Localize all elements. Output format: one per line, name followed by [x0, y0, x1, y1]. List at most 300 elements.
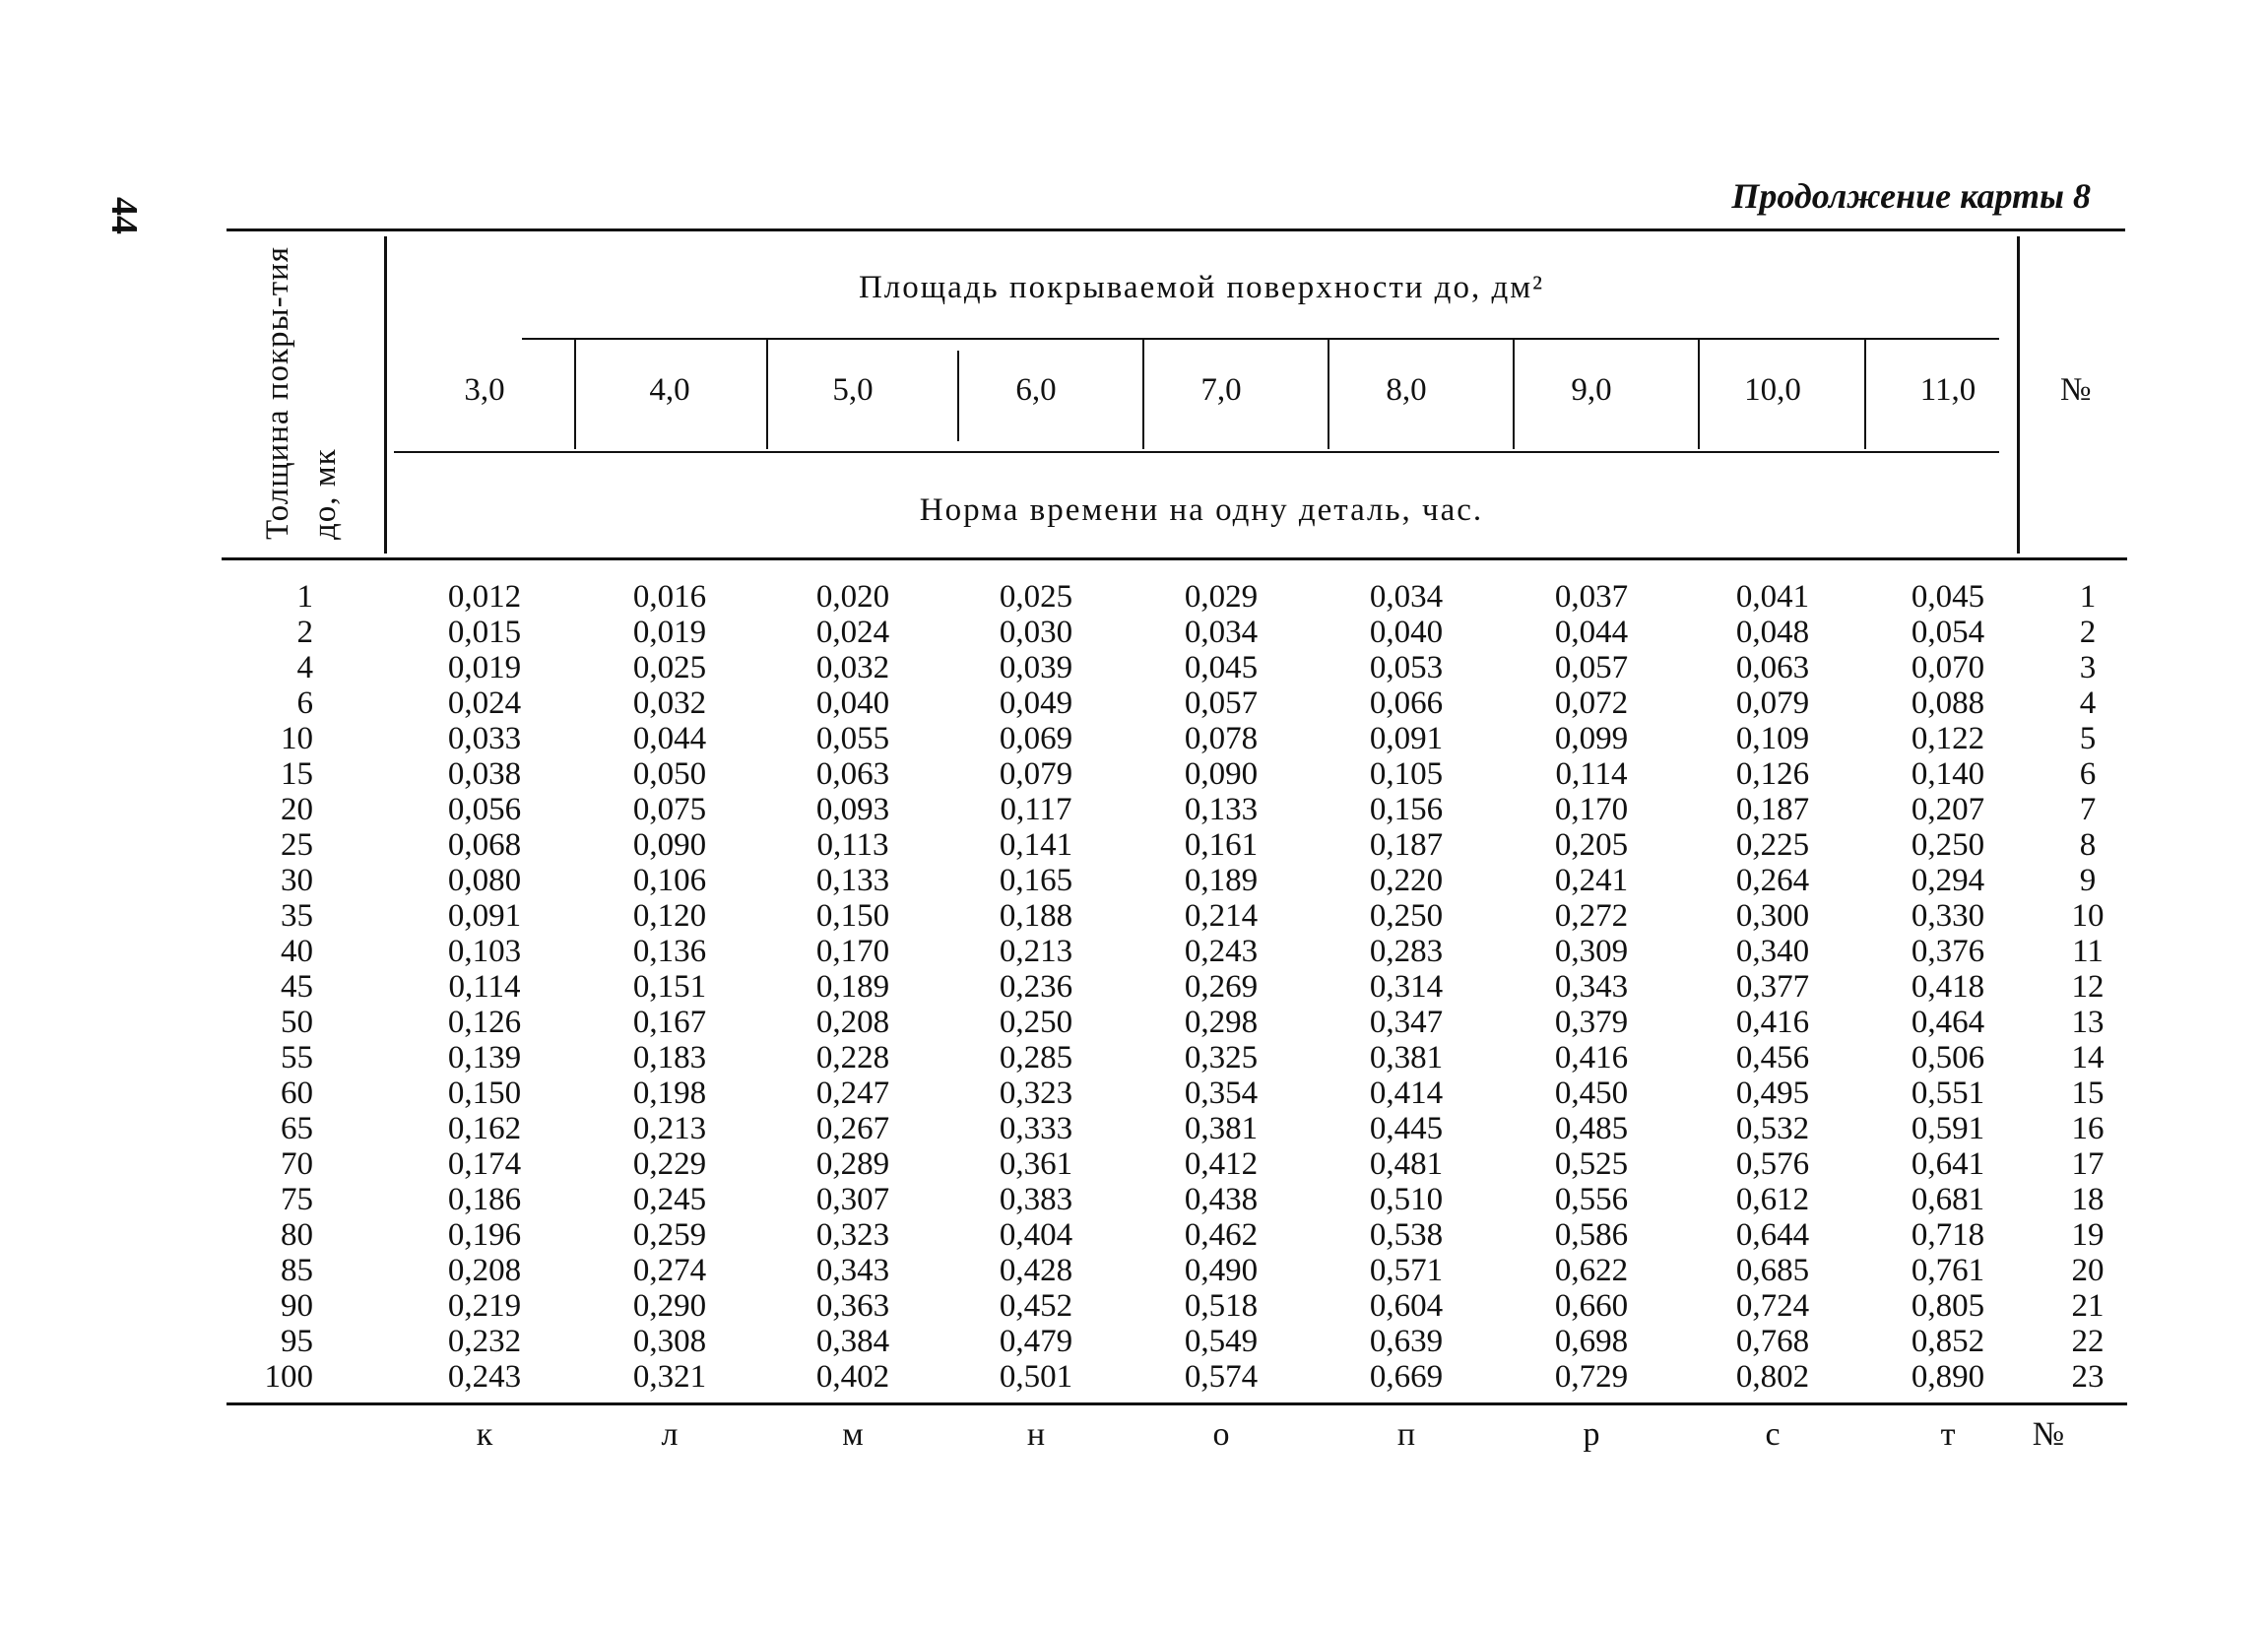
norm-value-cell: 0,639	[1369, 1324, 1444, 1359]
norm-value-cell: 0,205	[1554, 827, 1629, 863]
norm-value-cell: 0,591	[1911, 1111, 1985, 1146]
norm-value-cell: 0,188	[999, 898, 1073, 934]
norm-value-cell: 0,464	[1911, 1005, 1985, 1040]
norm-value-cell: 0,045	[1184, 650, 1259, 685]
norm-value-cell: 0,622	[1554, 1253, 1629, 1288]
norm-value-cell: 0,213	[999, 934, 1073, 969]
stub-divider	[384, 236, 387, 554]
norm-value-cell: 0,259	[632, 1217, 707, 1253]
thickness-cell: 85	[281, 1253, 313, 1288]
thickness-cell: 40	[281, 934, 313, 969]
norm-value-cell: 0,802	[1735, 1359, 1810, 1395]
norm-value-cell: 0,532	[1735, 1111, 1810, 1146]
norm-value-cell: 0,264	[1735, 863, 1810, 898]
row-number-cell: 20	[2071, 1253, 2105, 1288]
norm-value-cell: 0,361	[999, 1146, 1073, 1182]
norm-value-cell: 0,049	[999, 685, 1073, 721]
norm-value-cell: 0,414	[1369, 1075, 1444, 1111]
norm-value-cell: 0,114	[448, 969, 521, 1005]
column-letter: п	[1396, 1416, 1416, 1453]
norm-value-cell: 0,198	[632, 1075, 707, 1111]
norm-value-cell: 0,250	[1369, 898, 1444, 934]
norm-value-cell: 0,404	[999, 1217, 1073, 1253]
norm-value-cell: 0,208	[815, 1005, 890, 1040]
norm-value-cell: 0,724	[1735, 1288, 1810, 1324]
thickness-cell: 2	[296, 615, 313, 650]
norm-value-cell: 0,105	[1369, 756, 1444, 792]
norm-value-cell: 0,196	[447, 1217, 522, 1253]
row-number-cell: 23	[2071, 1359, 2105, 1395]
area-column-header: 4,0	[649, 372, 690, 408]
norm-value-cell: 0,090	[1184, 756, 1259, 792]
norm-value-cell: 0,025	[632, 650, 707, 685]
norm-value-cell: 0,294	[1911, 863, 1985, 898]
row-number-cell: 3	[2079, 650, 2097, 685]
thickness-cell: 50	[281, 1005, 313, 1040]
norm-value-cell: 0,033	[447, 721, 522, 756]
norm-value-cell: 0,113	[816, 827, 889, 863]
norm-value-cell: 0,091	[447, 898, 522, 934]
norm-value-cell: 0,034	[1369, 579, 1444, 615]
row-number-cell: 1	[2079, 579, 2097, 615]
area-column-header: 7,0	[1200, 372, 1242, 408]
footer-number-label: №	[2032, 1416, 2065, 1453]
table-row	[0, 792, 2268, 827]
norm-value-cell: 0,644	[1735, 1217, 1810, 1253]
norm-value-cell: 0,099	[1554, 721, 1629, 756]
table-row	[0, 1359, 2268, 1395]
norm-value-cell: 0,347	[1369, 1005, 1444, 1040]
norm-value-cell: 0,063	[815, 756, 890, 792]
norm-value-cell: 0,186	[447, 1182, 522, 1217]
norm-value-cell: 0,376	[1911, 934, 1985, 969]
norm-value-cell: 0,162	[447, 1111, 522, 1146]
norm-value-cell: 0,490	[1184, 1253, 1259, 1288]
row-number-cell: 15	[2071, 1075, 2105, 1111]
norm-value-cell: 0,150	[815, 898, 890, 934]
norm-value-cell: 0,450	[1554, 1075, 1629, 1111]
number-column-header: №	[2060, 372, 2092, 408]
row-number-cell: 6	[2079, 756, 2097, 792]
norm-value-cell: 0,363	[815, 1288, 890, 1324]
norm-value-cell: 0,103	[447, 934, 522, 969]
norm-value-cell: 0,225	[1735, 827, 1810, 863]
norm-value-cell: 0,114	[1555, 756, 1628, 792]
norm-value-cell: 0,161	[1184, 827, 1259, 863]
norm-value-cell: 0,768	[1735, 1324, 1810, 1359]
norm-value-cell: 0,057	[1554, 650, 1629, 685]
norm-value-cell: 0,383	[999, 1182, 1073, 1217]
table-row	[0, 1324, 2268, 1359]
column-letter: т	[1940, 1416, 1956, 1453]
table-row	[0, 1040, 2268, 1075]
norm-value-cell: 0,075	[632, 792, 707, 827]
table-row	[0, 615, 2268, 650]
area-column-header: 11,0	[1919, 372, 1976, 408]
norm-value-cell: 0,586	[1554, 1217, 1629, 1253]
norm-value-cell: 0,300	[1735, 898, 1810, 934]
norm-value-cell: 0,214	[1184, 898, 1259, 934]
norm-value-cell: 0,170	[815, 934, 890, 969]
norm-value-cell: 0,604	[1369, 1288, 1444, 1324]
norm-value-cell: 0,718	[1911, 1217, 1985, 1253]
table-row	[0, 685, 2268, 721]
table-bottom-rule	[227, 1402, 2127, 1405]
thickness-cell: 70	[281, 1146, 313, 1182]
column-letter: с	[1765, 1416, 1781, 1453]
norm-value-cell: 0,269	[1184, 969, 1259, 1005]
thickness-cell: 75	[281, 1182, 313, 1217]
norm-value-cell: 0,220	[1369, 863, 1444, 898]
thickness-cell: 95	[281, 1324, 313, 1359]
area-spanner-header: Площадь покрываемой поверхности до, дм²	[858, 270, 1545, 305]
norm-value-cell: 0,267	[815, 1111, 890, 1146]
norm-value-cell: 0,037	[1554, 579, 1629, 615]
norm-value-cell: 0,165	[999, 863, 1073, 898]
norm-value-cell: 0,538	[1369, 1217, 1444, 1253]
thickness-cell: 90	[281, 1288, 313, 1324]
norm-value-cell: 0,030	[999, 615, 1073, 650]
table-row	[0, 1146, 2268, 1182]
norm-value-cell: 0,048	[1735, 615, 1810, 650]
table-row	[0, 1005, 2268, 1040]
norm-value-cell: 0,020	[815, 579, 890, 615]
norm-value-cell: 0,381	[1184, 1111, 1259, 1146]
thickness-cell: 10	[281, 721, 313, 756]
norm-value-cell: 0,053	[1369, 650, 1444, 685]
norm-value-cell: 0,241	[1554, 863, 1629, 898]
norm-value-cell: 0,571	[1369, 1253, 1444, 1288]
norm-value-cell: 0,462	[1184, 1217, 1259, 1253]
norm-value-cell: 0,167	[632, 1005, 707, 1040]
row-number-cell: 10	[2071, 898, 2105, 934]
column-letter: к	[476, 1416, 493, 1453]
row-number-cell: 18	[2071, 1182, 2105, 1217]
table-row	[0, 969, 2268, 1005]
column-letter: р	[1583, 1416, 1600, 1453]
table-row	[0, 650, 2268, 685]
norm-value-cell: 0,289	[815, 1146, 890, 1182]
norm-value-cell: 0,025	[999, 579, 1073, 615]
area-column-header: 8,0	[1386, 372, 1427, 408]
norm-value-cell: 0,556	[1554, 1182, 1629, 1217]
norm-value-cell: 0,090	[632, 827, 707, 863]
row-number-cell: 14	[2071, 1040, 2105, 1075]
thickness-cell: 15	[281, 756, 313, 792]
table-row	[0, 579, 2268, 615]
area-column-header: 3,0	[464, 372, 505, 408]
row-number-cell: 7	[2079, 792, 2097, 827]
thickness-cell: 55	[281, 1040, 313, 1075]
norm-value-cell: 0,126	[1735, 756, 1810, 792]
norm-value-cell: 0,510	[1369, 1182, 1444, 1217]
norm-value-cell: 0,183	[632, 1040, 707, 1075]
table-row	[0, 863, 2268, 898]
norm-value-cell: 0,032	[632, 685, 707, 721]
column-letter: н	[1026, 1416, 1046, 1453]
norm-value-cell: 0,189	[1184, 863, 1259, 898]
norm-value-cell: 0,298	[1184, 1005, 1259, 1040]
norm-value-cell: 0,034	[1184, 615, 1259, 650]
area-column-header: 6,0	[1015, 372, 1057, 408]
norm-value-cell: 0,330	[1911, 898, 1985, 934]
norm-value-cell: 0,056	[447, 792, 522, 827]
norm-value-cell: 0,093	[815, 792, 890, 827]
thickness-cell: 100	[264, 1359, 313, 1395]
norm-value-cell: 0,243	[1184, 934, 1259, 969]
row-number-cell: 19	[2071, 1217, 2105, 1253]
areas-bottom-rule	[394, 451, 1999, 453]
thickness-cell: 20	[281, 792, 313, 827]
norm-value-cell: 0,150	[447, 1075, 522, 1111]
row-number-cell: 21	[2071, 1288, 2105, 1324]
norm-value-cell: 0,139	[447, 1040, 522, 1075]
norm-value-cell: 0,340	[1735, 934, 1810, 969]
table-row	[0, 1217, 2268, 1253]
thickness-cell: 4	[296, 650, 313, 685]
norm-value-cell: 0,729	[1554, 1359, 1629, 1395]
norm-value-cell: 0,050	[632, 756, 707, 792]
norm-value-cell: 0,208	[447, 1253, 522, 1288]
norm-value-cell: 0,283	[1369, 934, 1444, 969]
norm-value-cell: 0,039	[999, 650, 1073, 685]
norm-value-cell: 0,377	[1735, 969, 1810, 1005]
thickness-cell: 1	[296, 579, 313, 615]
norm-value-cell: 0,029	[1184, 579, 1259, 615]
norm-value-cell: 0,402	[815, 1359, 890, 1395]
norm-value-cell: 0,290	[632, 1288, 707, 1324]
norm-value-cell: 0,066	[1369, 685, 1444, 721]
norm-value-cell: 0,207	[1911, 792, 1985, 827]
norm-value-cell: 0,243	[447, 1359, 522, 1395]
norm-value-cell: 0,685	[1735, 1253, 1810, 1288]
norm-value-cell: 0,228	[815, 1040, 890, 1075]
top-rule	[227, 228, 2125, 231]
norm-value-cell: 0,219	[447, 1288, 522, 1324]
norm-value-cell: 0,079	[1735, 685, 1810, 721]
norm-value-cell: 0,019	[632, 615, 707, 650]
thickness-cell: 6	[296, 685, 313, 721]
area-separator	[766, 339, 768, 449]
row-number-cell: 2	[2079, 615, 2097, 650]
norm-value-cell: 0,079	[999, 756, 1073, 792]
table-row	[0, 1075, 2268, 1111]
norm-value-cell: 0,416	[1554, 1040, 1629, 1075]
area-column-header: 10,0	[1744, 372, 1801, 408]
column-letter: о	[1212, 1416, 1230, 1453]
norm-value-cell: 0,354	[1184, 1075, 1259, 1111]
norm-value-cell: 0,445	[1369, 1111, 1444, 1146]
norm-value-cell: 0,045	[1911, 579, 1985, 615]
page-number: 44	[103, 197, 145, 234]
norm-value-cell: 0,481	[1369, 1146, 1444, 1182]
norm-value-cell: 0,379	[1554, 1005, 1629, 1040]
norm-value-cell: 0,314	[1369, 969, 1444, 1005]
norm-value-cell: 0,428	[999, 1253, 1073, 1288]
norm-value-cell: 0,518	[1184, 1288, 1259, 1324]
norm-value-cell: 0,501	[999, 1359, 1073, 1395]
row-number-cell: 22	[2071, 1324, 2105, 1359]
norm-value-cell: 0,122	[1911, 721, 1985, 756]
norm-value-cell: 0,151	[632, 969, 707, 1005]
table-row	[0, 1111, 2268, 1146]
norm-value-cell: 0,229	[632, 1146, 707, 1182]
table-row	[0, 1253, 2268, 1288]
thickness-cell: 60	[281, 1075, 313, 1111]
norm-value-cell: 0,156	[1369, 792, 1444, 827]
norm-value-cell: 0,274	[632, 1253, 707, 1288]
norm-value-cell: 0,068	[447, 827, 522, 863]
area-separator	[574, 339, 576, 449]
continuation-caption: Продолжение карты 8	[1731, 176, 2091, 216]
norm-value-cell: 0,106	[632, 863, 707, 898]
norm-value-cell: 0,308	[632, 1324, 707, 1359]
norm-value-cell: 0,054	[1911, 615, 1985, 650]
norm-value-cell: 0,660	[1554, 1288, 1629, 1324]
norm-value-cell: 0,012	[447, 579, 522, 615]
norm-value-cell: 0,495	[1735, 1075, 1810, 1111]
norm-value-cell: 0,574	[1184, 1359, 1259, 1395]
norm-value-cell: 0,245	[632, 1182, 707, 1217]
norm-value-cell: 0,038	[447, 756, 522, 792]
row-number-cell: 13	[2071, 1005, 2105, 1040]
norm-value-cell: 0,109	[1735, 721, 1810, 756]
thickness-cell: 45	[281, 969, 313, 1005]
column-letter: м	[842, 1416, 864, 1453]
norm-value-cell: 0,456	[1735, 1040, 1810, 1075]
norm-value-cell: 0,040	[815, 685, 890, 721]
row-number-cell: 16	[2071, 1111, 2105, 1146]
norm-value-cell: 0,141	[999, 827, 1073, 863]
norm-value-cell: 0,024	[447, 685, 522, 721]
norm-value-cell: 0,126	[447, 1005, 522, 1040]
row-number-cell: 5	[2079, 721, 2097, 756]
norm-value-cell: 0,015	[447, 615, 522, 650]
norm-value-cell: 0,506	[1911, 1040, 1985, 1075]
norm-value-cell: 0,323	[999, 1075, 1073, 1111]
norm-value-cell: 0,070	[1911, 650, 1985, 685]
norm-value-cell: 0,072	[1554, 685, 1629, 721]
table-row	[0, 934, 2268, 969]
norm-value-cell: 0,343	[815, 1253, 890, 1288]
norm-value-cell: 0,323	[815, 1217, 890, 1253]
column-letter: л	[661, 1416, 679, 1453]
norm-value-cell: 0,698	[1554, 1324, 1629, 1359]
thickness-header: Толщина покры-тия до, мк	[260, 246, 343, 540]
row-number-cell: 17	[2071, 1146, 2105, 1182]
norm-value-cell: 0,044	[1554, 615, 1629, 650]
norm-value-cell: 0,088	[1911, 685, 1985, 721]
table-row	[0, 827, 2268, 863]
table-row	[0, 721, 2268, 756]
row-number-cell: 11	[2072, 934, 2104, 969]
norm-value-cell: 0,412	[1184, 1146, 1259, 1182]
table-row	[0, 1288, 2268, 1324]
norm-value-cell: 0,325	[1184, 1040, 1259, 1075]
norm-value-cell: 0,133	[1184, 792, 1259, 827]
thickness-cell: 80	[281, 1217, 313, 1253]
row-number-cell: 4	[2079, 685, 2097, 721]
row-number-cell: 12	[2071, 969, 2105, 1005]
area-column-header: 9,0	[1571, 372, 1612, 408]
table-row	[0, 756, 2268, 792]
norm-value-cell: 0,170	[1554, 792, 1629, 827]
thickness-cell: 65	[281, 1111, 313, 1146]
norm-value-cell: 0,438	[1184, 1182, 1259, 1217]
norm-value-cell: 0,333	[999, 1111, 1073, 1146]
norm-value-cell: 0,343	[1554, 969, 1629, 1005]
norm-value-cell: 0,041	[1735, 579, 1810, 615]
norm-value-cell: 0,019	[447, 650, 522, 685]
norm-value-cell: 0,321	[632, 1359, 707, 1395]
norm-value-cell: 0,136	[632, 934, 707, 969]
norm-value-cell: 0,024	[815, 615, 890, 650]
norm-value-cell: 0,250	[1911, 827, 1985, 863]
norm-value-cell: 0,612	[1735, 1182, 1810, 1217]
norm-value-cell: 0,681	[1911, 1182, 1985, 1217]
norm-value-cell: 0,309	[1554, 934, 1629, 969]
norm-value-cell: 0,418	[1911, 969, 1985, 1005]
norm-value-cell: 0,080	[447, 863, 522, 898]
norm-value-cell: 0,250	[999, 1005, 1073, 1040]
norm-value-cell: 0,479	[999, 1324, 1073, 1359]
table-row	[0, 898, 2268, 934]
row-number-cell: 8	[2079, 827, 2097, 863]
norm-value-cell: 0,576	[1735, 1146, 1810, 1182]
areas-top-rule	[522, 338, 1999, 340]
norm-value-cell: 0,384	[815, 1324, 890, 1359]
norm-value-cell: 0,272	[1554, 898, 1629, 934]
norm-value-cell: 0,641	[1911, 1146, 1985, 1182]
norm-value-cell: 0,247	[815, 1075, 890, 1111]
norm-value-cell: 0,236	[999, 969, 1073, 1005]
thickness-cell: 35	[281, 898, 313, 934]
norm-value-cell: 0,890	[1911, 1359, 1985, 1395]
norm-value-cell: 0,187	[1369, 827, 1444, 863]
norm-value-cell: 0,381	[1369, 1040, 1444, 1075]
norm-value-cell: 0,213	[632, 1111, 707, 1146]
norm-value-cell: 0,069	[999, 721, 1073, 756]
norm-value-cell: 0,057	[1184, 685, 1259, 721]
norm-value-cell: 0,525	[1554, 1146, 1629, 1182]
norm-value-cell: 0,078	[1184, 721, 1259, 756]
norm-value-cell: 0,044	[632, 721, 707, 756]
norm-value-cell: 0,016	[632, 579, 707, 615]
norm-value-cell: 0,285	[999, 1040, 1073, 1075]
norm-value-cell: 0,549	[1184, 1324, 1259, 1359]
norm-value-cell: 0,761	[1911, 1253, 1985, 1288]
norm-value-cell: 0,063	[1735, 650, 1810, 685]
norm-value-cell: 0,117	[1000, 792, 1072, 827]
norm-value-cell: 0,189	[815, 969, 890, 1005]
thickness-cell: 25	[281, 827, 313, 863]
norm-value-cell: 0,551	[1911, 1075, 1985, 1111]
norm-value-cell: 0,055	[815, 721, 890, 756]
norm-value-cell: 0,805	[1911, 1288, 1985, 1324]
norm-value-cell: 0,174	[447, 1146, 522, 1182]
norm-value-cell: 0,032	[815, 650, 890, 685]
header-bottom-rule	[222, 557, 2127, 560]
row-number-cell: 9	[2079, 863, 2097, 898]
norm-value-cell: 0,133	[815, 863, 890, 898]
norm-value-cell: 0,120	[632, 898, 707, 934]
area-column-header: 5,0	[832, 372, 874, 408]
table-row	[0, 1182, 2268, 1217]
norm-value-cell: 0,852	[1911, 1324, 1985, 1359]
norm-value-cell: 0,232	[447, 1324, 522, 1359]
norm-value-cell: 0,485	[1554, 1111, 1629, 1146]
norm-value-cell: 0,187	[1735, 792, 1810, 827]
